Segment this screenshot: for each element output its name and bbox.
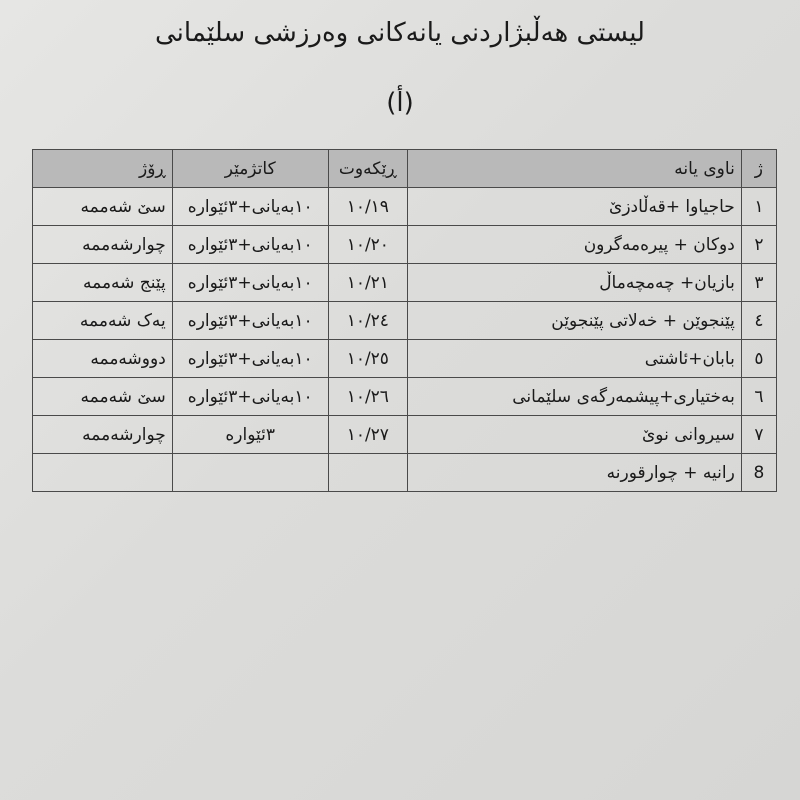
row-number: ٧ bbox=[741, 416, 776, 454]
row-date: ١٠/٢١ bbox=[328, 264, 407, 302]
row-team: بازیان+ چەمچەماڵ bbox=[408, 264, 742, 302]
row-date: ١٠/٢٧ bbox=[328, 416, 407, 454]
row-team: رانیە + چوارقورنە bbox=[408, 454, 742, 492]
table-header-row bbox=[33, 150, 777, 188]
table-row bbox=[33, 340, 777, 378]
table-row bbox=[33, 416, 777, 454]
row-number: ٢ bbox=[741, 226, 776, 264]
row-number: 8 bbox=[741, 454, 776, 492]
header-date: ڕێکەوت bbox=[328, 150, 407, 188]
row-time bbox=[172, 454, 328, 492]
row-team: حاجیاوا +قەڵادزێ bbox=[408, 188, 742, 226]
row-date: ١٠/٢٦ bbox=[328, 378, 407, 416]
row-time: ١٠بەیانی+٣ئێوارە bbox=[172, 302, 328, 340]
row-date bbox=[328, 454, 407, 492]
document-title: لیستی هەڵبژاردنی یانەکانی وەرزشی سلێمانی bbox=[155, 18, 645, 48]
row-day: سێ شەممە bbox=[33, 378, 173, 416]
row-team: بەختیاری+پیشمەرگەی سلێمانی bbox=[408, 378, 742, 416]
row-team: دوکان + پیرەمەگرون bbox=[408, 226, 742, 264]
row-day: یەک شەممە bbox=[33, 302, 173, 340]
row-team: پێنجوێن + خەلاتی پێنجوێن bbox=[408, 302, 742, 340]
row-number: ٤ bbox=[741, 302, 776, 340]
header-time: کاتژمێر bbox=[172, 150, 328, 188]
header-number: ژ bbox=[741, 150, 776, 188]
row-date: ١٠/١٩ bbox=[328, 188, 407, 226]
row-date: ١٠/٢٠ bbox=[328, 226, 407, 264]
row-number: ١ bbox=[741, 188, 776, 226]
row-date: ١٠/٢٤ bbox=[328, 302, 407, 340]
header-day: ڕۆژ bbox=[33, 150, 173, 188]
row-date: ١٠/٢٥ bbox=[328, 340, 407, 378]
row-day: دووشەممە bbox=[33, 340, 173, 378]
row-day: چوارشەممە bbox=[33, 416, 173, 454]
row-time: ٣ئێوارە bbox=[172, 416, 328, 454]
row-time: ١٠بەیانی+٣ئێوارە bbox=[172, 264, 328, 302]
row-day bbox=[33, 454, 173, 492]
row-time: ١٠بەیانی+٣ئێوارە bbox=[172, 378, 328, 416]
group-label: (أ) bbox=[386, 88, 414, 118]
header-team: ناوی یانە bbox=[408, 150, 742, 188]
table-row bbox=[33, 188, 777, 226]
table-row bbox=[33, 226, 777, 264]
row-day: پێنج شەممە bbox=[33, 264, 173, 302]
row-team: بابان+ئاشتی bbox=[408, 340, 742, 378]
schedule-table bbox=[32, 149, 777, 492]
row-number: ٦ bbox=[741, 378, 776, 416]
row-number: ٣ bbox=[741, 264, 776, 302]
row-time: ١٠بەیانی+٣ئێوارە bbox=[172, 226, 328, 264]
row-team: سیروانی نوێ bbox=[408, 416, 742, 454]
table-row bbox=[33, 454, 777, 492]
table-row bbox=[33, 302, 777, 340]
row-time: ١٠بەیانی+٣ئێوارە bbox=[172, 340, 328, 378]
table-row bbox=[33, 264, 777, 302]
table-row bbox=[33, 378, 777, 416]
row-time: ١٠بەیانی+٣ئێوارە bbox=[172, 188, 328, 226]
row-number: ٥ bbox=[741, 340, 776, 378]
row-day: سێ شەممە bbox=[33, 188, 173, 226]
row-day: چوارشەممە bbox=[33, 226, 173, 264]
